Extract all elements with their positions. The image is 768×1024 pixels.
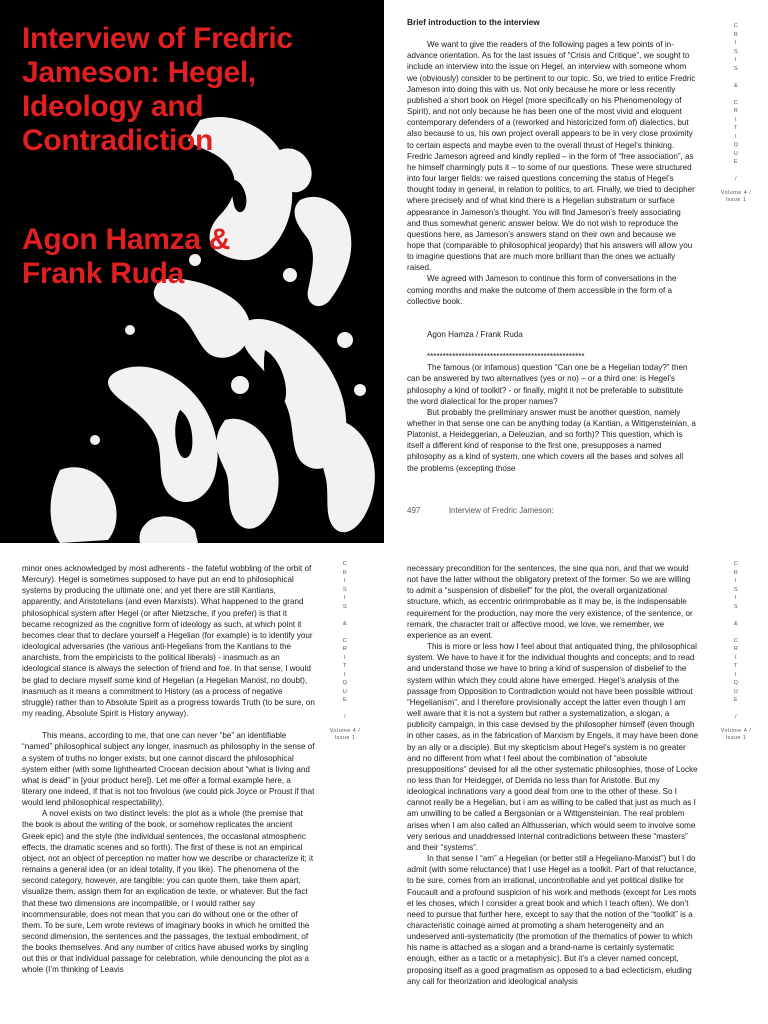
cover-title-line: Interview of Fredric [22,22,293,55]
body-paragraph: In that sense I “am” a Hegelian (or better still a Hegeliano-Marxist”) but I do admit (with some reluctance) that I use Hegel as a toolkit. Part of that reluctance, to be sure, comes from an irrational, uncontrollable and yet political dislike for Foucault and a profound suspicion of his work and methods (except for Les mots et les choses, which I consider a great book and which I teach often). We don’t need to pursue that further here, except to say that the notion of the “toolkit” is a characteristic coinage aimed at promoting a sham heterogeneity and an undeserved anti-systematicity (the promotion of the thematics of power to which his name is attached as a slogan and a brand-name is certainly systematic enough, either as a tactic or a metaphysic). But it’s a clever named concept, proposing itself as a good pragmatism as opposed to a bad eclecticism, eluding any call for theorization and ideological analysis [407,854,697,986]
journal-letter: I [734,595,738,601]
journal-letter: C [733,561,739,567]
journal-letter: S [733,65,739,72]
journal-letter: R [733,108,739,114]
journal-mark [716,560,756,742]
journal-letter: R [342,646,348,652]
cover-title-line: Ideology and [22,90,204,123]
journal-letter: I [343,654,347,661]
journal-letter: T [734,663,738,669]
journal-letter: Q [342,680,348,686]
journal-letter: C [342,561,348,567]
journal-letter: U [733,688,739,695]
journal-letter: Q [733,680,739,686]
journal-letter: S [733,586,739,593]
journal-letter [325,611,365,620]
journal-letter: T [734,125,738,131]
journal-letter: / [343,714,347,720]
separator: ************************************************** [427,352,585,362]
journal-letters [716,22,756,184]
volume-line: Volume 4 / [329,727,361,734]
cover-authors [22,223,372,291]
journal-letter: C [733,99,739,106]
journal-letter [716,167,756,176]
journal-letter: & [733,82,739,89]
journal-letter: C [342,637,348,644]
journal-letter: C [733,23,739,29]
body-paragraph: A novel exists on two distinct levels: the plot as a whole (the premise that the book is about the writing of the book, or somehow replicates the ancient Greek epic) and the style (the individual sentences, the occasional atmospheric effects, the dramatic scenes and so forth). The first of these is not an empirical object, not an object of perception no matter how we describe or characterize it; it remains a general idea (or an ideal totality, if you like). The phenomena of the second category, however, are tangible: you can quote them, take them apart, visualize them, assign them for an explication de texte, or whatever. But the fact that these two dimensions are incompatible, or I would rather say incommensurable, does not mean that you can do without one or the other of them. To be sure, Lem wrote reviews of imaginary books in which he omitted the second dimension, the sentences and the passages, the textual embodiment, of the books themselves. And any number of critics have abused works by singling out this or that individual passage for celebration, while denouncing the plot as a whole (I’m thinking of Leavis [22,809,314,975]
journal-letter: E [733,697,739,703]
cover-author-line: Agon Hamza & [22,223,231,256]
journal-letter [325,705,365,714]
journal-mark [716,22,756,204]
journal-letter: R [733,646,739,652]
journal-mark [325,560,365,742]
body-paragraph: necessary precondition for the sentences, the sine qua non, and that we would not have the latter without the obligatory pretext of the former. So we are willing to admit a “suspension of disbelief” for the plot, the overall organizational structure, which, as eccentric oririmprobable as it may be, is the indispensable requirement for the production, nay more the very existence, of the sentence, or remark, the character trait or affective mood, we love, we remember, we experience as an event. [407,564,693,640]
issue-line: Issue 1 [725,196,747,203]
journal-letter [716,628,756,637]
journal-letter: S [733,48,739,55]
journal-letter: S [342,603,348,610]
journal-letter: I [343,671,347,678]
journal-letter: I [734,116,738,123]
journal-letter: I [734,578,738,584]
journal-letter [716,73,756,82]
journal-letter: C [733,637,739,644]
journal-letter: R [733,31,739,38]
cover-title [22,22,372,158]
issue-line: Issue 1 [725,734,747,741]
issue-line: Issue 1 [334,734,356,741]
intro-paragraph: We want to give the readers of the following pages a few points of in-advance orientation. As for the last issues of “Crisis and Critique”, we sought to include an interview into the issue on Hegel, an interview with someone whom we (obviously) consider to be pertinent to our topic. So, we tried to entice Fredric Jameson into doing this with us. Not only because he more or less recently published a short book on Hegel (more specifically on his Phenomenology of Spirit), and not only because he has been one of the most vivid and eloquent contemporary defenders of a (reworked and historicized form of) dialectics, but also because to us, his own project overall appears to be in very close proximity to certain aspects and maybe even to the overall thrust of Hegel’s thinking. Fredric Jameson agreed and kindly replied – in the form of “free association”, as he himself charmingly puts it – to some of our questions. These were structured into four larger fields: we raised questions concerning the status of Hegel’s thought today in general, in relation to politics, to art. Finally, we tried to decipher where precisely and of what kind there is a Hegelian substratum or surface appearance in Jameson’s thought. You will find Jameson’s freely associating and thus somewhat generic answer below. We do not wish to reproduce the questions here, as Jameson’s answers stand on their own and because we hope that (comparable to philosophical jeopardy) that his answers will allow you to imagine questions that are much more brilliant than the ones we actually raised. [407,40,696,273]
journal-letter: Q [733,142,739,148]
volume-line: Volume 4 / [720,727,752,734]
journal-letter: S [342,586,348,593]
journal-letter: S [733,603,739,610]
journal-letter: / [734,714,738,720]
body-paragraph: minor ones acknowledged by most adherents - the fateful wobbling of the orbit of Mercury). Hegel is sometimes supposed to have put an end to philosophical systems by producing the ultimate one; and yet there are still Kantians, apparently, and Aristotelians (and even Marxists). What happened to the grand philosophical system after Hegel (or after Nietzsche, if you prefer) is that it became recognized as the cognitive form of ideology as such, at which point it becomes clear that to declare yourself a Hegelian (for example) is to identify your ideological adversaries (the various anti-Hegelians from the Kantians to the anarchists, from the empiricists to the political liberals) - inasmuch as an ideological stance is always the selection of friend and foe. In that sense, I would be glad to declare myself some kind of Hegelian (a Hegelian Marxist, no doubt), inasmuch as it means a commitment to History (as a process of negative struggle) rather than to Absolute Spirit as a progress towards Truth (to be sure, on my reading, Absolute Spirit is History anyway). [22,564,315,719]
running-title: Interview of Fredric Jameson: [448,506,554,515]
journal-letter: & [733,620,739,627]
journal-letter: R [342,569,348,576]
cover-title-line: Jameson: Hegel, [22,56,256,89]
journal-letter: T [343,663,347,669]
journal-letter: R [733,569,739,576]
intro-paragraph: But probably the preliminary answer must be another question, namely whether in that sense one can be anything today (a Kantian, a Wittgensteinian, a Platonist, a Heideggerian, a Deleuzian, and so forth)? This question, which is itself a different kind of response to the first one, presupposes a named philosophy as a kind of system, one which covers all the bases and solves all the problems (excepting those [407,407,696,473]
cover-title-line: Contradiction [22,124,214,157]
page-footer [407,506,554,515]
journal-letter: / [734,176,738,182]
intro-paragraph: The famous (or infamous) question “Can one be a Hegelian today?” then can be answered by two alternatives (yes or no) – or a third one: is Hegel’s philosophy a kind of toolkit? - or finally, might it not be preferable to substitute the word dialectical for the proper names? [407,363,688,406]
intro-signature: Agon Hamza / Frank Ruda [427,329,523,339]
journal-letter: I [734,671,738,678]
journal-letter [716,611,756,620]
intro-paragraph: We agreed with Jameson to continue this form of conversations in the coming months and make the outcome of them accessible in the form of a collective book. [407,274,677,306]
journal-letter [716,705,756,714]
journal-letter: I [734,40,738,46]
page-number: 497 [407,506,421,515]
journal-letters [325,560,365,722]
intro-heading: Brief introduction to the interview [407,17,540,27]
journal-letter [325,628,365,637]
body-paragraph: This is more or less how I feel about that antiquated thing, the philosophical system. We have to have it for the individual thoughts and concepts; and to read and understand those we have to bring a kind of suspension of disbelief to the system within which they could alone have emerged. Hegel’s analysis of the passage from Opposition to Contradiction would not have been possible without “Hegelianism”, and I therefore provisionally accept the latter even though I am well aware that it is not a system but rather a systematization, a slogan, a publicity campaign, in this case devised by the philosopher himself (even though in other cases, as in the fabrication of Marxism by Engels, it may have been done by an ally or a disciple). But my skepticism about Hegel’s system is no greater and no different from what I feel about the combination of “absolute presuppositions” devised for all the other systematic philosophies, those of Locke no less than for Heidegger, of Derrida no less than for Aristotle. But my ideological inclinations vary a good deal from one to the other of these. So I cannot really be a Hegelian, but i am as willing to be called that just as much as I am unwilling to be called a Bergsonian or a Wittgensteinian. The real problem arises when I am also called an Althusserian, which would seem to involve some very serious and unaddressed internal contradictions between these “masters” and their “systems”. [407,642,699,852]
cover-panel [0,0,384,543]
journal-letter: I [734,133,738,140]
cover-author-line: Frank Ruda [22,257,185,290]
journal-letters [716,560,756,722]
journal-letter: E [342,697,348,703]
volume-line: Volume 4 / [720,189,752,196]
right-bottom-column [407,563,699,1024]
intro-column [407,17,696,474]
journal-letter: E [733,159,739,165]
journal-letter: I [343,578,347,584]
journal-letter: U [733,150,739,157]
left-bottom-column [22,563,315,1024]
journal-letter: I [343,595,347,601]
body-paragraph: This means, according to me, that one can never “be” an identifiable “named” philosophical subject any longer, inasmuch as philosophy in the sense of a system of truths no longer exists; but one cannot discard the philosophical system either (with some lighthearted Crocean decision about “what is living and what is dead” in [your product here]). Let me offer a formal example here, a literary one indeed, if that is not too frivolous (we could pick Joyce or Proust if that would lend philosophical respectability). [22,731,315,808]
journal-letter: I [734,654,738,661]
journal-letter: & [342,620,348,627]
journal-letter [716,90,756,99]
journal-letter: U [342,688,348,695]
journal-letter: I [734,57,738,63]
